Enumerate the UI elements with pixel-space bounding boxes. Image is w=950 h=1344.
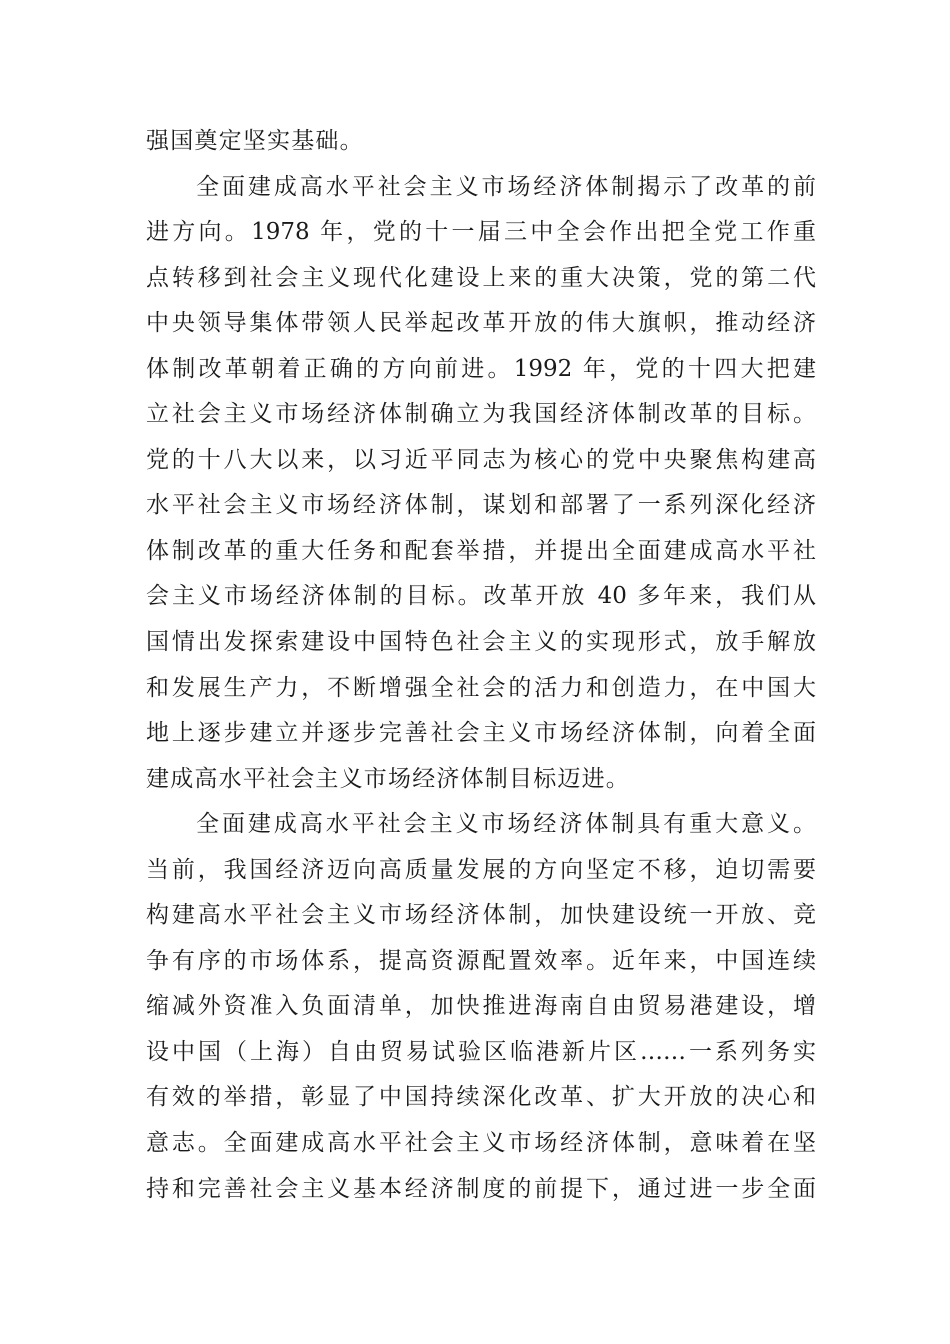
text-line: 立社会主义市场经济体制确立为我国经济体制改革的目标。: [146, 401, 816, 428]
text-line: 构建高水平社会主义市场经济体制，加快建设统一开放、竞: [146, 902, 816, 929]
text-line: 当前，我国经济迈向高质量发展的方向坚定不移，迫切需要: [146, 856, 816, 883]
text-line: 强国奠定坚实基础。: [146, 128, 364, 154]
text-line: 建成高水平社会主义市场经济体制目标迈进。: [146, 765, 630, 792]
text-line: 有效的举措，彰显了中国持续深化改革、扩大开放的决心和: [146, 1084, 816, 1111]
text-line: 全面建成高水平社会主义市场经济体制具有重大意义。: [196, 811, 816, 838]
text-line: 进方向。1978 年，党的十一届三中全会作出把全党工作重: [146, 219, 816, 246]
text-line: 和发展生产力，不断增强全社会的活力和创造力，在中国大: [146, 674, 816, 701]
text-line: 地上逐步建立并逐步完善社会主义市场经济体制，向着全面: [146, 720, 816, 747]
text-line: 党的十八大以来，以习近平同志为核心的党中央聚焦构建高: [146, 446, 816, 473]
text-line: 中央领导集体带领人民举起改革开放的伟大旗帜，推动经济: [146, 310, 816, 337]
text-line: 会主义市场经济体制的目标。改革开放 40 多年来，我们从: [146, 583, 816, 610]
text-line: 国情出发探索建设中国特色社会主义的实现形式，放手解放: [146, 629, 816, 656]
text-line: 持和完善社会主义基本经济制度的前提下，通过进一步全面: [146, 1175, 816, 1202]
text-line: 意志。全面建成高水平社会主义市场经济体制，意味着在坚: [146, 1130, 816, 1157]
text-line: 体制改革朝着正确的方向前进。1992 年，党的十四大把建: [146, 355, 816, 382]
text-line: 设中国（上海）自由贸易试验区临港新片区……一系列务实: [146, 1038, 816, 1065]
text-line: 点转移到社会主义现代化建设上来的重大决策，党的第二代: [146, 264, 816, 291]
text-line: 缩减外资准入负面清单，加快推进海南自由贸易港建设，增: [146, 993, 816, 1020]
text-line: 全面建成高水平社会主义市场经济体制揭示了改革的前: [196, 173, 816, 200]
text-line: 体制改革的重大任务和配套举措，并提出全面建成高水平社: [146, 537, 816, 564]
body-text: [146, 119, 816, 1212]
text-line: 水平社会主义市场经济体制，谋划和部署了一系列深化经济: [146, 492, 816, 519]
text-line: 争有序的市场体系，提高资源配置效率。近年来，中国连续: [146, 947, 816, 974]
